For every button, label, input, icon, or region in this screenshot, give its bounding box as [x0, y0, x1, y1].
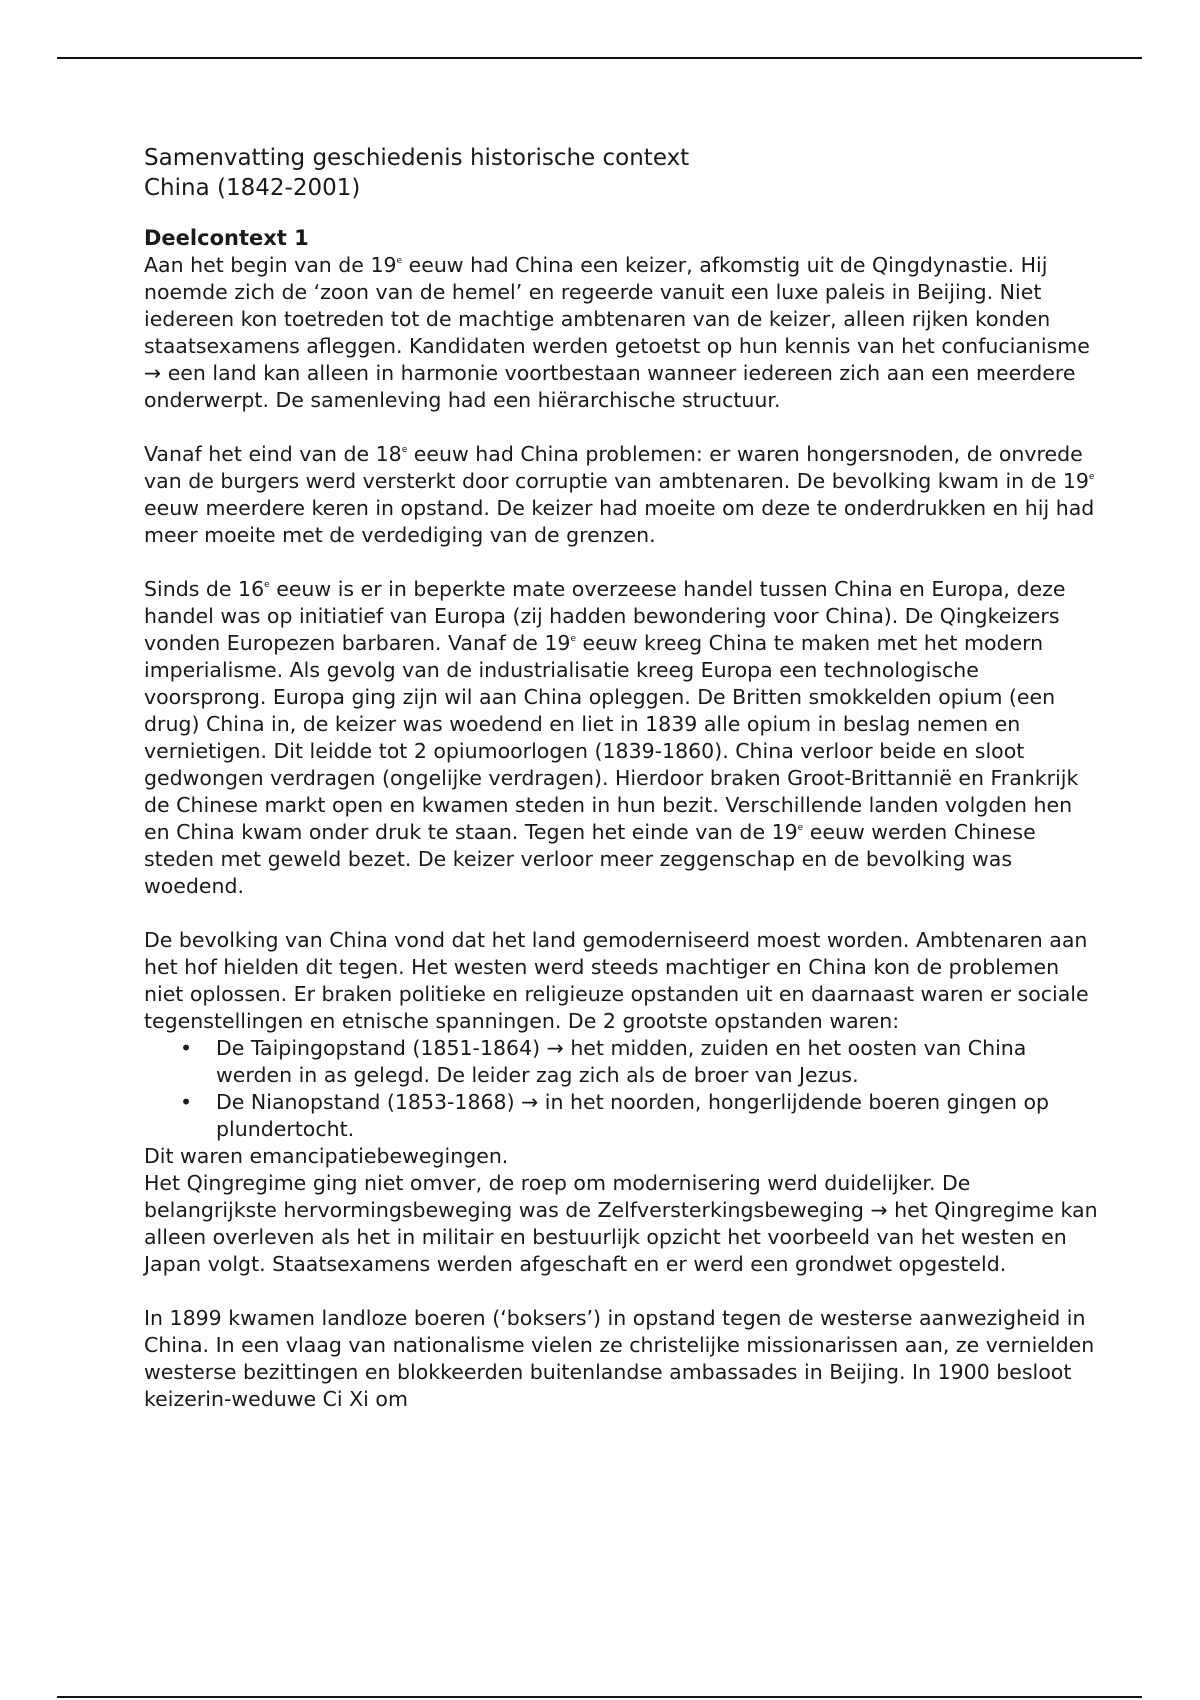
paragraph-2: Vanaf het eind van de 18e eeuw had China problemen: er waren hongersnoden, de onvrede van de burgers werd versterkt door corruptie van ambtenaren. De bevolking kwam in de 19e eeuw meerdere keren in opstand. De keizer had moeite om deze te onderdrukken en hij had meer moeite met de verdediging van de grenzen. [144, 442, 1095, 547]
title-line-2: China (1842-2001) [144, 175, 361, 201]
paragraph-7: In 1899 kwamen landloze boeren (‘boksers’) in opstand tegen de westerse aanwezigheid in China. In een vlaag van nationalisme vielen ze christelijke missionarissen aan, ze vernielden westerse bezittingen en blokkeerden buitenlandse ambassades in Beijing. In 1900 besloot keizerin-weduwe Ci Xi om [144, 1306, 1095, 1411]
paragraph-3: Sinds de 16e eeuw is er in beperkte mate overzeese handel tussen China en Europa, deze handel was op initiatief van Europa (zij hadden bewondering voor China). De Qingkeizers vonden Europezen barbaren. Vanaf de 19e eeuw kreeg China te maken met het modern imperialisme. Als gevolg van de industrialisatie kreeg Europa een technologische voorsprong. Europa ging zijn wil aan China opleggen. De Britten smokkelden opium (een drug) China in, de keizer was woedend en liet in 1839 alle opium in beslag nemen en vernietigen. Dit leidde tot 2 opiumoorlogen (1839-1860). China verloor beide en sloot gedwongen verdragen (ongelijke verdragen). Hierdoor braken Groot-Brittannië en Frankrijk de Chinese markt open en kwamen steden in hun bezit. Verschillende landen volgden hen en China kwam onder druk te staan. Tegen het einde van de 19e eeuw werden Chinese steden met geweld bezet. De keizer verloor meer zeggenschap en de bevolking was woedend. [144, 577, 1079, 898]
paragraph-5: Dit waren emancipatiebewegingen. [144, 1144, 509, 1168]
top-rule [57, 57, 1142, 59]
list-item: • De Nianopstand (1853-1868) → in het noorden, hongerlijdende boeren gingen op plundertocht. [180, 1090, 1050, 1141]
document-title [144, 143, 1104, 203]
uprisings-list [144, 1035, 1104, 1143]
paragraph-4: De bevolking van China vond dat het land gemoderniseerd moest worden. Ambtenaren aan het hof hielden dit tegen. Het westen werd steeds machtiger en China kon de problemen niet oplossen. Er braken politieke en religieuze opstanden uit en daarnaast waren er sociale tegenstellingen en etnische spanningen. De 2 grootste opstanden waren: [144, 928, 1089, 1033]
bullet-icon: • [180, 1090, 193, 1114]
title-line-1: Samenvatting geschiedenis historische context [144, 145, 690, 171]
bullet-icon: • [180, 1036, 193, 1060]
section-heading: Deelcontext 1 [144, 226, 309, 250]
bottom-rule [57, 1696, 1142, 1698]
paragraph-1: Aan het begin van de 19e eeuw had China een keizer, afkomstig uit de Qingdynastie. Hij noemde zich de ‘zoon van de hemel’ en regeerde vanuit een luxe paleis in Beijing. Niet iedereen kon toetreden tot de machtige ambtenaren van de keizer, alleen rijken konden staatsexamens afleggen. Kandidaten werden getoetst op hun kennis van het confucianisme → een land kan alleen in harmonie voortbestaan wanneer iedereen zich aan een meerdere onderwerpt. De samenleving had een hiërarchische structuur. [144, 253, 1090, 412]
paragraph-6: Het Qingregime ging niet omver, de roep om modernisering werd duidelijker. De belangrijkste hervormingsbeweging was de Zelfversterkingsbeweging → het Qingregime kan alleen overleven als het in militair en bestuurlijk opzicht het voorbeeld van het westen en Japan volgt. Staatsexamens werden afgeschaft en er werd een grondwet opgesteld. [144, 1171, 1098, 1276]
list-item: • De Taipingopstand (1851-1864) → het midden, zuiden en het oosten van China werden in as gelegd. De leider zag zich als de broer van Jezus. [180, 1036, 1027, 1087]
document-body [144, 143, 1104, 1413]
